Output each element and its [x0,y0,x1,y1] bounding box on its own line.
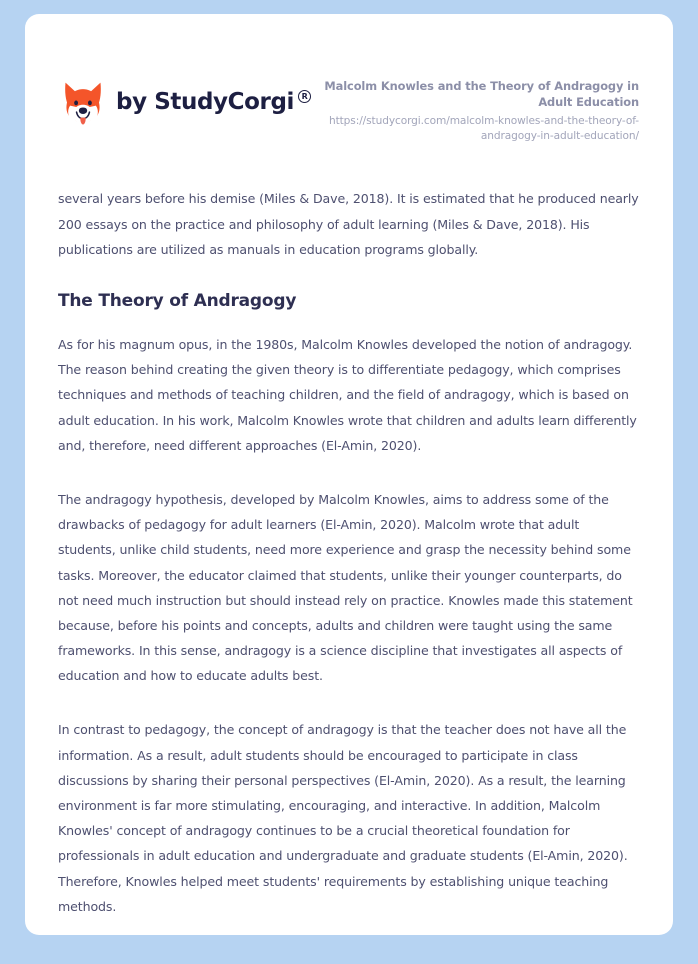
document-meta [311,59,639,144]
brand-block [60,59,311,125]
brand-name-block [116,89,311,115]
article-body [25,186,673,919]
body-paragraph: As for his magnum opus, in the 1980s, Malcolm Knowles developed the notion of andragogy. The reason behind creating the given theory is to differentiate pedagogy, which comprises techniques and methods of teaching children, and the field of andragogy, which is based on adult education. In his work, Malcolm Knowles wrote that children and adults learn differently and, therefore, need different approaches (El-Amin, 2020). [58,337,637,453]
brand-name: by StudyCorgi [116,89,295,115]
section-heading: The Theory of Andragogy [58,291,297,311]
body-paragraph: several years before his demise (Miles & Dave, 2018). It is estimated that he produced nearly 200 essays on the practice and philosophy of adult learning (Miles & Dave, 2018). His publications are utilized as manuals in education programs globally. [58,191,639,257]
registered-trademark-icon: R [298,90,311,103]
corgi-face-logo-icon [60,79,106,125]
body-paragraph: In contrast to pedagogy, the concept of andragogy is that the teacher does not have all the information. As a result, adult students should be encouraged to participate in class discussions by sharing their personal perspectives (El-Amin, 2020). As a result, the learning environment is far more stimulating, encouraging, and interactive. In addition, Malcolm Knowles' concept of andragogy continues to be a crucial theoretical foundation for professionals in adult education and undergraduate and graduate students (El-Amin, 2020). Therefore, Knowles helped meet students' requirements by establishing unique teaching methods. [58,722,628,914]
page-title: Malcolm Knowles and the Theory of Andragogy in Adult Education [324,79,639,110]
document-header [25,14,673,144]
document-paper [25,14,673,935]
body-paragraph: The andragogy hypothesis, developed by Malcolm Knowles, aims to address some of the drawbacks of pedagogy for adult learners (El-Amin, 2020). Malcolm wrote that adult students, unlike child students, need more experience and grasp the necessity behind some tasks. Moreover, the educator claimed that students, unlike their younger counterparts, do not need much instruction but should instead rely on practice. Knowles made this statement because, before his points and concepts, adults and children were taught using the same frameworks. In this sense, andragogy is a science discipline that investigates all aspects of education and how to educate adults best. [58,491,633,684]
source-url[interactable]: https://studycorgi.com/malcolm-knowles-and-the-theory-of-andragogy-in-adult-education/ [328,115,639,143]
